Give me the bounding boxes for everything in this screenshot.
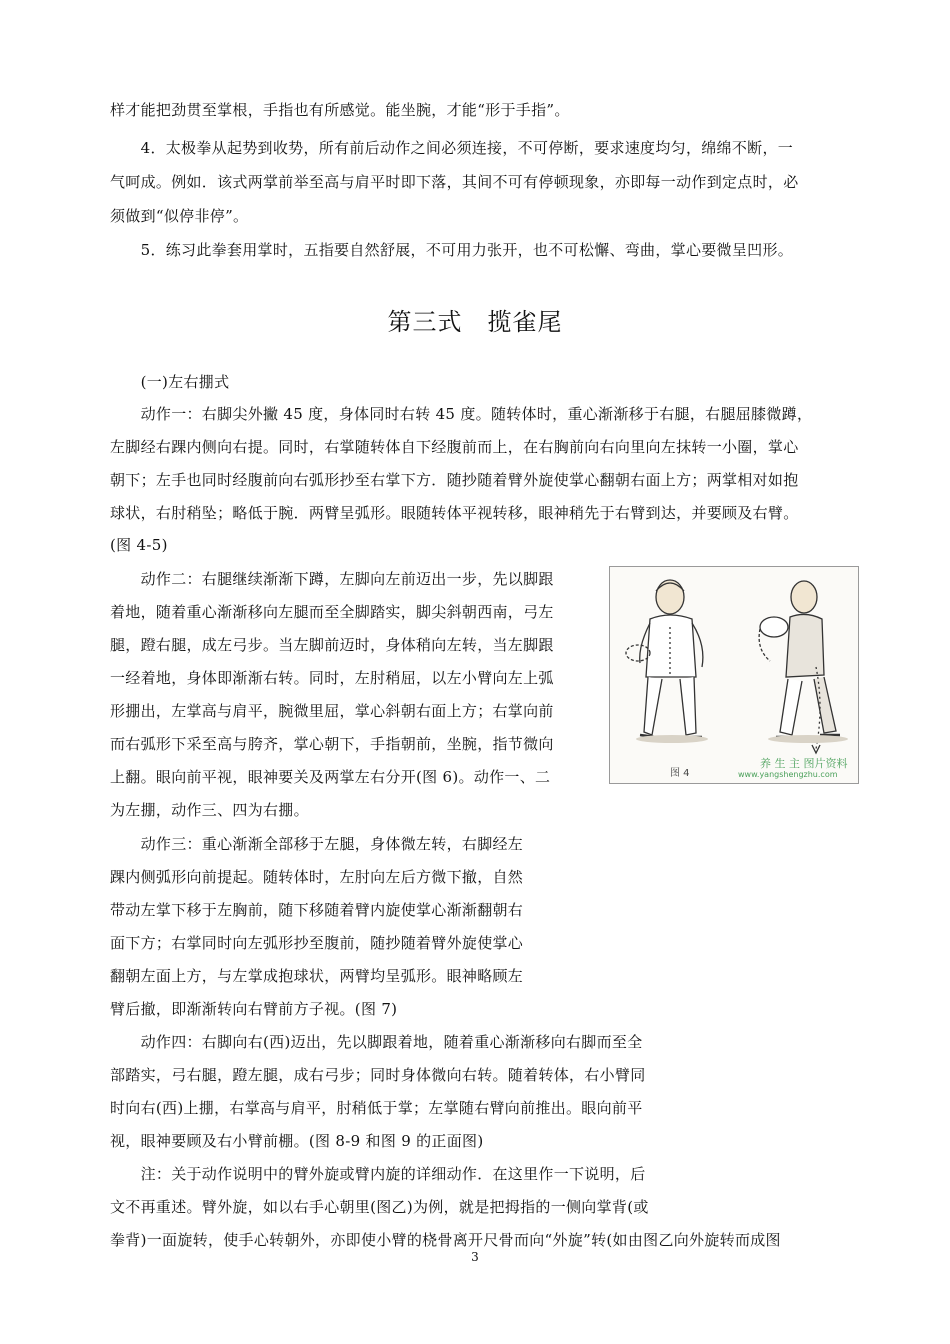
page-number: 3 <box>471 1250 479 1264</box>
body-text-line: 腿，蹬右腿，成左弓步。当左脚前迈时，身体稍向左转，当左脚跟 <box>110 636 554 654</box>
body-text-line: 动作四：右脚向右(西)迈出，先以脚跟着地，随着重心渐渐移向右脚而至全 <box>110 1033 643 1051</box>
body-text-line: 4．太极拳从起势到收势，所有前后动作之间必须连接，不可停断，要求速度均匀，绵绵不断，一 <box>110 139 794 157</box>
body-text-line: 注：关于动作说明中的臂外旋或臂内旋的详细动作．在这里作一下说明，后 <box>110 1165 646 1183</box>
body-text-line: 样才能把劲贯至掌根，手指也有所感觉。能坐腕，才能“形于手指”。 <box>110 101 570 119</box>
body-text-line: 球状，右肘稍坠；略低于腕．两臂呈弧形。眼随转体平视转移，眼神稍先于右臂到达，并要顾及右臂。 <box>110 504 799 522</box>
body-text-line: 踝内侧弧形向前提起。随转体时，左肘向左后方微下撤，自然 <box>110 868 524 886</box>
section-title: 第三式 揽雀尾 <box>387 308 563 336</box>
body-text-line: 5．练习此拳套用掌时，五指要自然舒展，不可用力张开，也不可松懈、弯曲，掌心要微呈凹形。 <box>110 241 794 259</box>
body-text-line: 左脚经右踝内侧向右提。同时，右掌随转体自下经腹前而上，在右胸前向右向里向左抹转一小圈，掌心 <box>110 438 799 456</box>
body-text-line: 时向右(西)上掤，右掌高与肩平，肘稍低于掌；左掌随右臂向前推出。眼向前平 <box>110 1099 643 1117</box>
subsection-heading: (一)左右掤式 <box>110 373 230 391</box>
body-text-line: 朝下；左手也同时经腹前向右弧形抄至右掌下方．随抄随着臂外旋使掌心翻朝右面上方；两掌相对如抱 <box>110 471 799 489</box>
body-text-line: 动作二：右腿继续渐渐下蹲，左脚向左前迈出一步，先以脚跟 <box>110 570 554 588</box>
body-text-line: 着地，随着重心渐渐移向左腿而至全脚踏实，脚尖斜朝西南，弓左 <box>110 603 554 621</box>
watermark-text: 养 生 主 图片资料 <box>760 757 848 770</box>
tai-chi-figures-illustration <box>610 567 858 783</box>
body-text-line: 上翻。眼向前平视，眼神要关及两掌左右分开(图 6)。动作一、二 <box>110 768 551 786</box>
body-text-line: 拳背)一面旋转，使手心转朝外，亦即使小臂的桡骨离开尺骨而向“外旋”转(如由图乙向外旋转而成图 <box>110 1231 781 1249</box>
body-text-line: 文不再重述。臂外旋，如以右手心朝里(图乙)为例，就是把拇指的一侧向掌背(或 <box>110 1198 649 1216</box>
body-text-line: 部踏实，弓右腿，蹬左腿，成右弓步；同时身体微向右转。随着转体，右小臂同 <box>110 1066 646 1084</box>
body-text-line: 而右弧形下采至高与胯齐，掌心朝下，手指朝前，坐腕，指节微向 <box>110 735 554 753</box>
watermark-url: www.yangshengzhu.com <box>738 770 838 779</box>
body-text-line: (图 4-5) <box>110 536 168 554</box>
body-text-line: 动作一：右脚尖外撇 45 度，身体同时右转 45 度。随转体时，重心渐渐移于右腿，右腿屈膝微蹲， <box>110 405 813 423</box>
body-text-line: 视，眼神要顾及右小臂前棚。(图 8-9 和图 9 的正面图) <box>110 1132 484 1150</box>
illustration-figure <box>609 566 859 784</box>
body-text-line: 动作三：重心渐渐全部移于左腿，身体微左转，右脚经左 <box>110 835 524 853</box>
body-text-line: 一经着地，身体即渐渐右转。同时，左肘稍屈，以左小臂向左上弧 <box>110 669 554 687</box>
body-text-line: 面下方；右掌同时向左弧形抄至腹前，随抄随着臂外旋使掌心 <box>110 934 524 952</box>
body-text-line: 带动左掌下移于左胸前，随下移随着臂内旋使掌心渐渐翻朝右 <box>110 901 524 919</box>
body-text-line: 臂后撤，即渐渐转向右臂前方子视。(图 7) <box>110 1000 398 1018</box>
body-text-line: 气呵成。例如．该式两掌前举至高与肩平时即下落，其间不可有停顿现象，亦即每一动作到定点时，必 <box>110 173 799 191</box>
figure-caption: 图 4 <box>670 768 690 779</box>
body-text-line: 形掤出，左掌高与肩平，腕微里屈，掌心斜朝右面上方；右掌向前 <box>110 702 554 720</box>
body-text-line: 须做到“似停非停”。 <box>110 207 249 225</box>
body-text-line: 翻朝左面上方，与左掌成抱球状，两臂均呈弧形。眼神略顾左 <box>110 967 524 985</box>
body-text-line: 为左掤，动作三、四为右掤。 <box>110 801 309 819</box>
